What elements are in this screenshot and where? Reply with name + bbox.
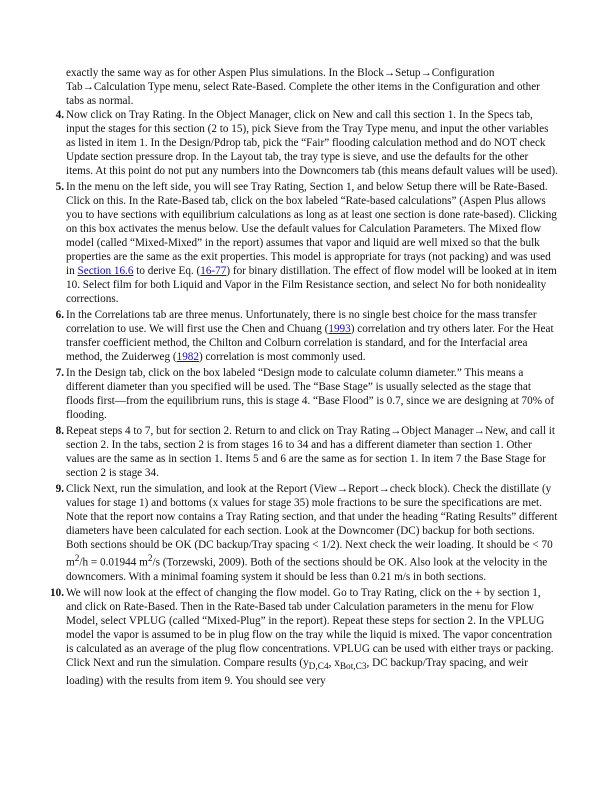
step-number: 8.: [55, 425, 64, 437]
step-item-7: [0, 366, 558, 422]
arrow-glyph: →: [420, 67, 432, 79]
step-text: /s (Torzewski, 2009). Both of the sections should be OK. Also look at the velocity in the downcomers. With a minimal foaming system it should be less than 0.21 m/s in both sections.: [66, 556, 548, 583]
step-text: Repeat steps 4 to 7, but for section 2. Return to and click on Tray Rating: [66, 425, 391, 437]
step-number: 4.: [55, 109, 64, 121]
step-item-8: [0, 424, 558, 480]
step-number: 6.: [55, 309, 64, 321]
step-text: New, and call it section 2. In the tabs, section 2 is from stages 16 to 34 and has a different diameter than section 1. Other values are the same as in section 1. Items 5 and 6 are the same as for section 1. In item 7 the Base Stage for section 2 is stage 34.: [66, 425, 555, 479]
citation-link[interactable]: 1982: [176, 351, 199, 363]
step-text: /h = 0.01944 m: [79, 556, 148, 569]
superscript: 2: [147, 554, 153, 564]
step-text: to derive Eq. (: [136, 265, 201, 277]
step-text: Click Next, run the simulation, and look at the Report (View: [66, 483, 337, 495]
step-number: 10.: [50, 586, 64, 599]
continuation-paragraph: [66, 66, 556, 108]
step-item-6: [0, 308, 558, 364]
step-text: In the Design tab, click on the box labeled “Design mode to calculate column diameter.” This means a different diameter than you specified will be used. The “Base Stage” is usually selected as the stage that floods first—from the equilibrium runs, this is stage 4. “Base Flood” is 0.7, since we are designing at 70% of flooding.: [66, 367, 555, 421]
subscript: Bot,C3: [339, 661, 367, 672]
arrow-glyph: →: [82, 81, 94, 93]
step-text: In the Correlations tab are three menus. Unfortunately, there is no single best choice for the mass transfer correlation to use. We will first use the Chen and Chuang (: [66, 309, 537, 335]
step-list: [0, 108, 560, 690]
step-text: check block). Check the distillate (y values for stage 1) and bottoms (x values for stage 35) mole fractions to be sure the specifications are met. Note that the report now contains a Tray Rating section, and that under the heading “Rating Results” different diameters have been calculated for each section. Look at the Downcomer (DC) backup for both sections. Both sections should be OK (DC backup/Tray spacing < 1/2). Next check the weir loading. It should be < 70 m: [66, 483, 558, 569]
step-text: ) correlation and try others later. For the Heat transfer coefficient method, the Chilton and Colburn correlation is standard, and for the Interfacial area method, the Zuiderweg (: [66, 323, 554, 363]
superscript: 2: [74, 554, 80, 564]
arrow-glyph: →: [383, 67, 396, 79]
text-run: Configuration Tab: [66, 67, 495, 93]
step-text: We will now look at the effect of changing the flow model. Go to Tray Rating, click on the + by section 1, and click on Rate-Based. Then in the Rate-Based tab under Calculation parameters in the menu for Flow Model, select VPLUG (called “Mixed-Plug” in the report). Repeat these steps for section 2. In the VPLUG model the vapor is assumed to be in plug flow on the tray while the liquid is mixed. The vapor concentration is calculated as an average of the plug flow concentrations. VPLUG can be used with either trays or packing. Click Next and run the simulation. Compare results (y: [66, 586, 554, 669]
equation-link[interactable]: 16-77: [200, 265, 227, 277]
step-text: In the menu on the left side, you will see Tray Rating, Section 1, and below Setup there will be Rate-Based. Click on this. In the Rate-Based tab, click on the box labeled “Rate-based calculations” (Aspen Plus allows you to have sections with equilibrium calculations as long as at least one section is done rate-based). Clicking on this box activates the menus below. Use the default values for Calculation Parameters. The Mixed flow model (called “Mixed-Mixed” in the report) assumes that vapor and liquid are well mixed so that the bulk properties are the same as the exit properties. This model is appropriate for trays (not packing) and was used in: [66, 181, 557, 277]
section-link[interactable]: Section 16.6: [77, 265, 134, 277]
step-number: 9.: [55, 483, 64, 495]
step-text: ) correlation is most commonly used.: [198, 351, 366, 363]
step-text: Object Manager: [401, 425, 474, 437]
step-text: , DC backup/Tray spacing, and weir loading) with the results from item 9. You should see very: [66, 656, 528, 687]
step-text: , x: [328, 656, 340, 669]
step-text: ) for binary distillation. The effect of flow model will be looked at in item 10. Select film for both Liquid and Vapor in the Film Resistance section, and select No for both nonideality corrections.: [66, 265, 557, 305]
step-item-9: [0, 482, 558, 584]
citation-link[interactable]: 1993: [328, 323, 351, 335]
text-run: Setup: [395, 67, 421, 79]
arrow-glyph: →: [378, 483, 390, 495]
subscript: D,C4: [308, 661, 329, 672]
step-text: Now click on Tray Rating. In the Object Manager, click on New and call this section 1. In the Specs tab, input the stages for this section (2 to 15), pick Sieve from the Tray Type menu, and input the other variables as listed in item 1. In the Design/Pdrop tab, pick the “Fair” flooding calculation method and do NOT check Update section pressure drop. In the Layout tab, the tray type is sieve, and use the defaults for the other items. At this point do not put any numbers into the Downcomers tab (this means default values will be used).: [66, 109, 558, 177]
arrow-glyph: →: [390, 425, 402, 437]
step-text: Report: [348, 483, 379, 495]
step-item-4: [0, 108, 558, 178]
step-number: 7.: [55, 367, 64, 379]
text-run: exactly the same way as for other Aspen Plus simulations. In the Block: [66, 67, 384, 79]
step-item-5: [0, 180, 558, 306]
arrow-glyph: →: [473, 425, 485, 437]
step-number: 5.: [55, 181, 64, 193]
arrow-glyph: →: [336, 483, 349, 495]
step-item-10: [0, 586, 558, 688]
text-run: Calculation Type menu, select Rate-Based. Complete the other items in the Configuration and other tabs as normal.: [66, 81, 540, 107]
